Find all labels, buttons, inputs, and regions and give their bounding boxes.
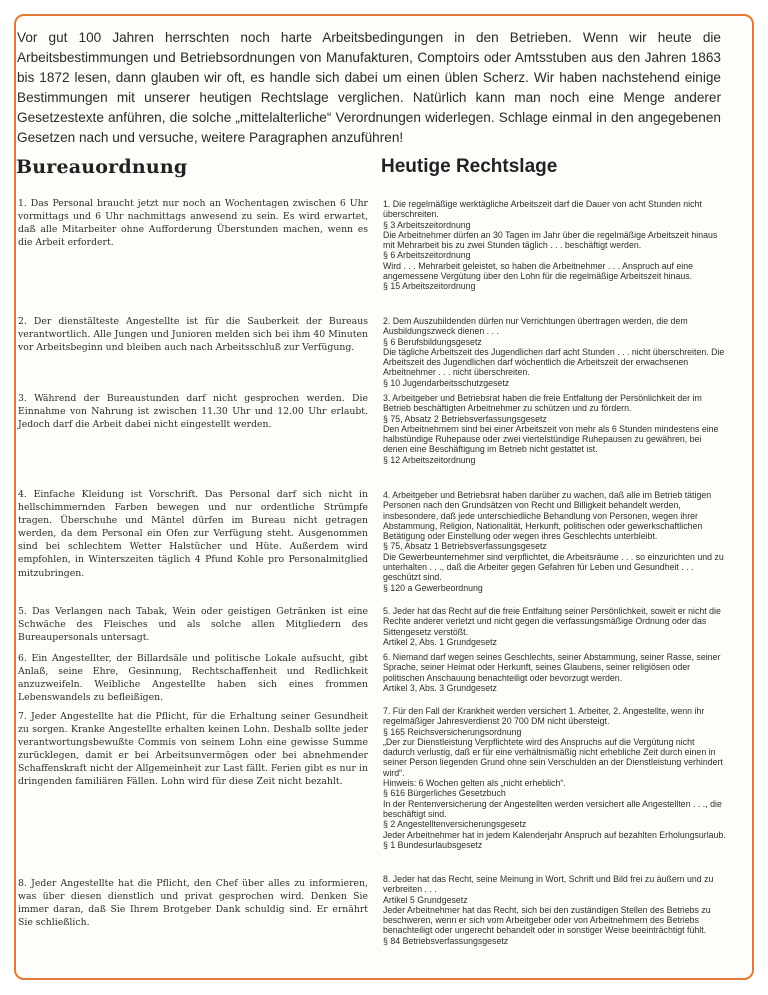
bureau-rule-6: 6. Ein Angestellter, der Billardsäle und politische Lokale aufsucht, gibt Anlaß, seine Ehre, Gesinnung, Rechtschaffenheit und Redlichkeit anzuzweifeln. Weibliche Angestellte haben sich eines frommen Lebenswandels zu befleißigen. [18, 653, 368, 704]
bureau-rule-5: 5. Das Verlangen nach Tabak, Wein oder geistigen Getränken ist eine Schwäche des Fleisches und als solche allen Mitgliedern des Bureaupersonals untersagt. [18, 606, 368, 644]
law-4: 4. Arbeitgeber und Betriebsrat haben darüber zu wachen, daß alle im Betrieb tätigen Personen nach den Grundsätzen von Recht und Billigkeit behandelt werden, insbesondere, daß jede unterschiedliche Behandlung von Personen, wegen ihrer Abstammung, Religion, Nationalität, Herkunft, politischen oder gewerkschaftlichen Betätigung oder Einstellung oder wegen ihres Geschlechts unterbleibt. § 75, Absatz 1 Betriebsverfassungsgesetz Die Gewerbeunternehmer sind verpflichtet, die Arbeitsräume . . . so einzurichten und zu unterhalten . . ., daß die Arbeiter gegen Gefahren für Leben und Gesundheit . . . geschützt sind. § 120 a Gewerbeordnung [383, 490, 724, 593]
bureau-rule-8: 8. Jeder Angestellte hat die Pflicht, den Chef über alles zu informieren, was über diesen dienstlich und privat gesprochen wird. Denken Sie immer daran, daß Sie Ihrem Brotgeber Dank schuldig sind. Er ernährt Sie schließlich. [18, 878, 368, 929]
bureau-rule-1: 1. Das Personal braucht jetzt nur noch an Wochentagen zwischen 6 Uhr vormittags und 6 Uhr nachmittags anwesend zu sein. Es wird erwartet, daß alle Mitarbeiter ohne Aufforderung Überstunden machen, wenn es die Arbeit erfordert. [18, 198, 368, 249]
law-8: 8. Jeder hat das Recht, seine Meinung in Wort, Schrift und Bild frei zu äußern und zu verbreiten . . . Artikel 5 Grundgesetz Jeder Arbeitnehmer hat das Recht, sich bei den zuständigen Stellen des Betriebs zu beschweren, wenn er sich vom Arbeitgeber oder von Arbeitnehmern des Betriebs benachteiligt oder ungerecht behandelt oder in sonstiger Weise beeinträchtigt fühlt. § 84 Betriebsverfassungsgesetz [383, 874, 714, 946]
bureau-rule-3: 3. Während der Bureaustunden darf nicht gesprochen werden. Die Einnahme von Nahrung ist zwischen 11.30 Uhr und 12.00 Uhr erlaubt. Jedoch darf die Arbeit dabei nicht eingestellt werden. [18, 393, 368, 431]
law-1: 1. Die regelmäßige werktägliche Arbeitszeit darf die Dauer von acht Stunden nicht überschreiten. § 3 Arbeitszeitordnung Die Arbeitnehmer dürfen an 30 Tagen im Jahr über die regelmäßige Arbeitszeit hinaus mit Mehrarbeit bis zu zwei Stunden täglich . . . beschäftigt werden. § 6 Arbeitszeitordnung Wird . . . Mehrarbeit geleistet, so haben die Arbeitnehmer . . . Anspruch auf eine angemessene Vergütung über den Lohn für die regelmäßige Arbeitszeit hinaus. § 15 Arbeitszeitordnung [383, 199, 718, 292]
bureau-rule-4: 4. Einfache Kleidung ist Vorschrift. Das Personal darf sich nicht in hellschimmernden Farben bewegen und nur ordentliche Strümpfe tragen. Überschuhe und Mäntel dürfen im Bureau nicht getragen werden, da dem Personal ein Ofen zur Verfügung steht. Ausgenommen sind bei schlechtem Wetter Halstücher und Hüte. Außerdem wird empfohlen, in Winterszeiten täglich 4 Pfund Kohle pro Personalmitglied mitzubringen. [18, 489, 368, 579]
law-5: 5. Jeder hat das Recht auf die freie Entfaltung seiner Persönlichkeit, soweit er nicht die Rechte anderer verletzt und nicht gegen die verfassungsmäßige Ordnung oder das Sittengesetz verstößt. Artikel 2, Abs. 1 Grundgesetz [383, 606, 721, 647]
law-6: 6. Niemand darf wegen seines Geschlechts, seiner Abstammung, seiner Rasse, seiner Sprache, seiner Heimat oder Herkunft, seines Glaubens, seiner religiösen oder politischen Anschauung benachteiligt oder bevorzugt werden. Artikel 3, Abs. 3 Grundgesetz [383, 652, 721, 693]
bureau-rule-7: 7. Jeder Angestellte hat die Pflicht, für die Erhaltung seiner Gesundheit zu sorgen. Kranke Angestellte erhalten keinen Lohn. Deshalb sollte jeder verantwortungsbewußte Commis von seinem Lohn eine gewisse Summe zurücklegen, damit er bei Arbeitsunvermögen oder bei abnehmender Schaffenskraft nicht der Allgemeinheit zur Last fällt. Ferien gibt es nur in dringenden familiären Fällen. Lohn wird für diese Zeit nicht bezahlt. [18, 711, 368, 788]
law-2: 2. Dem Auszubildenden dürfen nur Verrichtungen übertragen werden, die dem Ausbildungszweck dienen . . . § 6 Berufsbildungsgesetz Die tägliche Arbeitszeit des Jugendlichen darf acht Stunden . . . nicht überschreiten. Die Arbeitszeit des Jugendlichen darf wöchentlich die Arbeitszeit der erwachsenen Arbeitnehmer . . . nicht überschreiten. § 10 Jugendarbeitsschutzgesetz [383, 316, 725, 388]
bureau-rule-2: 2. Der dienstälteste Angestellte ist für die Sauberkeit der Bureaus verantwortlich. Alle Jungen und Junioren melden sich bei ihm 40 Minuten vor Arbeitsbeginn und bleiben auch nach Arbeitsschluß zur Verfügung. [18, 316, 368, 354]
bureauordnung-heading: Bureauordnung [16, 156, 188, 178]
rechtslage-heading: Heutige Rechtslage [381, 156, 558, 177]
intro-paragraph [17, 28, 721, 148]
law-7: 7. Für den Fall der Krankheit werden versichert 1. Arbeiter, 2. Angestellte, wenn ihr regelmäßiger Jahresverdienst 20 700 DM nicht übersteigt. § 165 Reichsversicherungsordnung „Der zur Dienstleistung Verpflichtete wird des Anspruchs auf die Vergütung nicht dadurch verlustig, daß er für eine verhältnismäßig nicht erhebliche Zeit durch einen in seiner Person liegenden Grund ohne sein Verschulden an der Dienstleistung verhindert wird“. Hinweis: 6 Wochen gelten als „nicht erheblich“. § 616 Bürgerliches Gesetzbuch In der Rentenversicherung der Angestellten werden versichert alle Angestellten . . ., die beschäftigt sind. § 2 Angestelltenversicherungsgesetz Jeder Arbeitnehmer hat in jedem Kalenderjahr Anspruch auf bezahlten Erholungsurlaub. § 1 Bundesurlaubsgesetz [383, 706, 726, 850]
law-3: 3. Arbeitgeber und Betriebsrat haben die freie Entfaltung der Persönlichkeit der im Betrieb beschäftigten Arbeitnehmer zu schützen und zu fördern. § 75, Absatz 2 Betriebsverfassungsgesetz Den Arbeitnehmern sind bei einer Arbeitszeit von mehr als 6 Stunden mindestens eine halbstündige Ruhepause oder zwei viertelstündige Ruhepausen zu gewähren, bei denen eine Beschäftigung im Betrieb nicht gestattet ist. § 12 Arbeitszeitordnung [383, 393, 719, 465]
intro-text: Vor gut 100 Jahren herrschten noch harte Arbeitsbedingungen in den Betrieben. Wenn wir heute die Arbeitsbestimmungen und Betriebsordnungen von Manufakturen, Comptoirs oder Amtsstuben aus den Jahren 1863 bis 1872 lesen, dann glauben wir oft, es handle sich dabei um einen üblen Scherz. Wir haben nachstehend einige Bestimmungen mit unserer heutigen Rechtslage verglichen. Natürlich kann man noch eine Menge anderer Gesetzestexte anführen, die solche „mittelalterliche“ Verordnungen widerlegen. Schlage einmal in den angegebenen Gesetzen nach und versuche, weitere Paragraphen anzuführen! [17, 30, 721, 145]
